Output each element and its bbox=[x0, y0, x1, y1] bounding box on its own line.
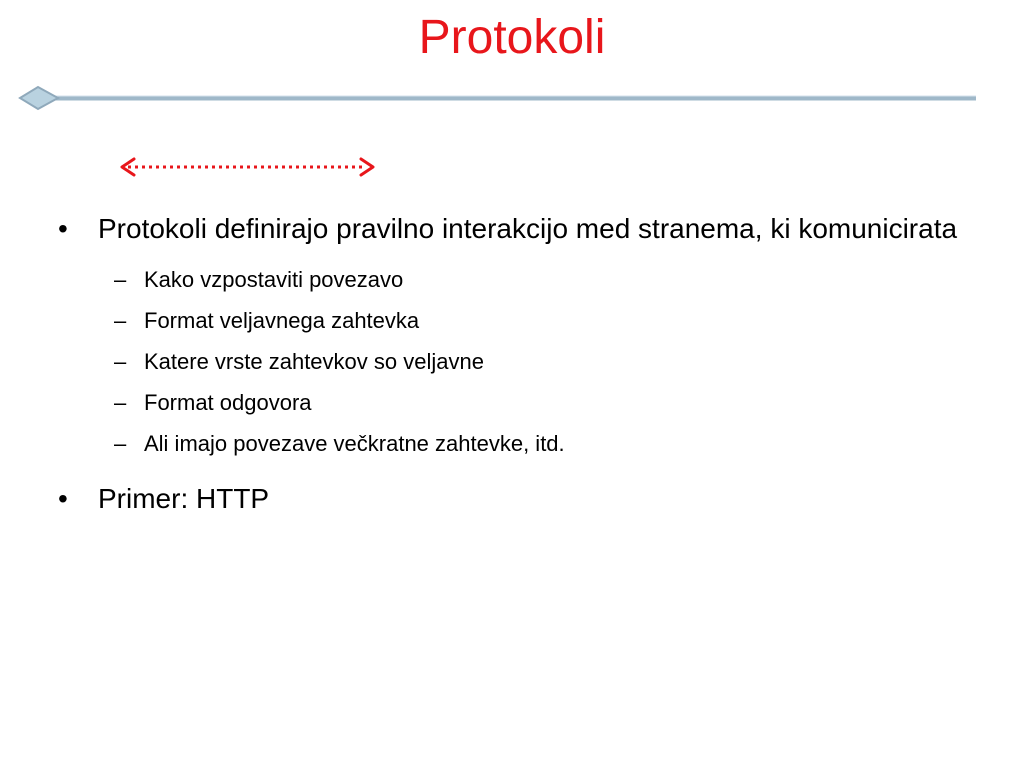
bullet-marker: • bbox=[58, 483, 68, 514]
bullet-item bbox=[58, 208, 958, 249]
bullet-text: Primer: HTTP bbox=[98, 483, 270, 514]
sub-bullet-item bbox=[58, 423, 958, 464]
sub-bullet-text: Format veljavnega zahtevka bbox=[144, 308, 420, 333]
sub-bullet-item bbox=[58, 341, 958, 382]
bullet-text: Protokoli definirajo pravilno interakcijo med stranema, ki komunicirata bbox=[98, 213, 958, 244]
sub-bullet-item bbox=[58, 259, 958, 300]
sub-bullet-text: Ali imajo povezave večkratne zahtevke, itd. bbox=[144, 431, 565, 456]
bullet-list bbox=[58, 208, 958, 529]
slide-title: Protokoli bbox=[418, 11, 606, 64]
dash-marker: – bbox=[114, 308, 127, 333]
dash-marker: – bbox=[114, 390, 127, 415]
sub-bullet-item bbox=[58, 382, 958, 423]
bullet-item bbox=[58, 478, 958, 519]
dash-marker: – bbox=[114, 349, 127, 374]
diamond-icon bbox=[20, 87, 58, 109]
dash-marker: – bbox=[114, 267, 127, 292]
sub-bullet-text: Kako vzpostaviti povezavo bbox=[144, 267, 404, 292]
dash-marker: – bbox=[114, 431, 127, 456]
sub-bullet-text: Katere vrste zahtevkov so veljavne bbox=[144, 349, 484, 374]
sub-bullet-text: Format odgovora bbox=[144, 390, 312, 415]
bullet-marker: • bbox=[58, 213, 68, 244]
sub-bullet-item bbox=[58, 300, 958, 341]
sub-bullet-list bbox=[58, 259, 958, 464]
